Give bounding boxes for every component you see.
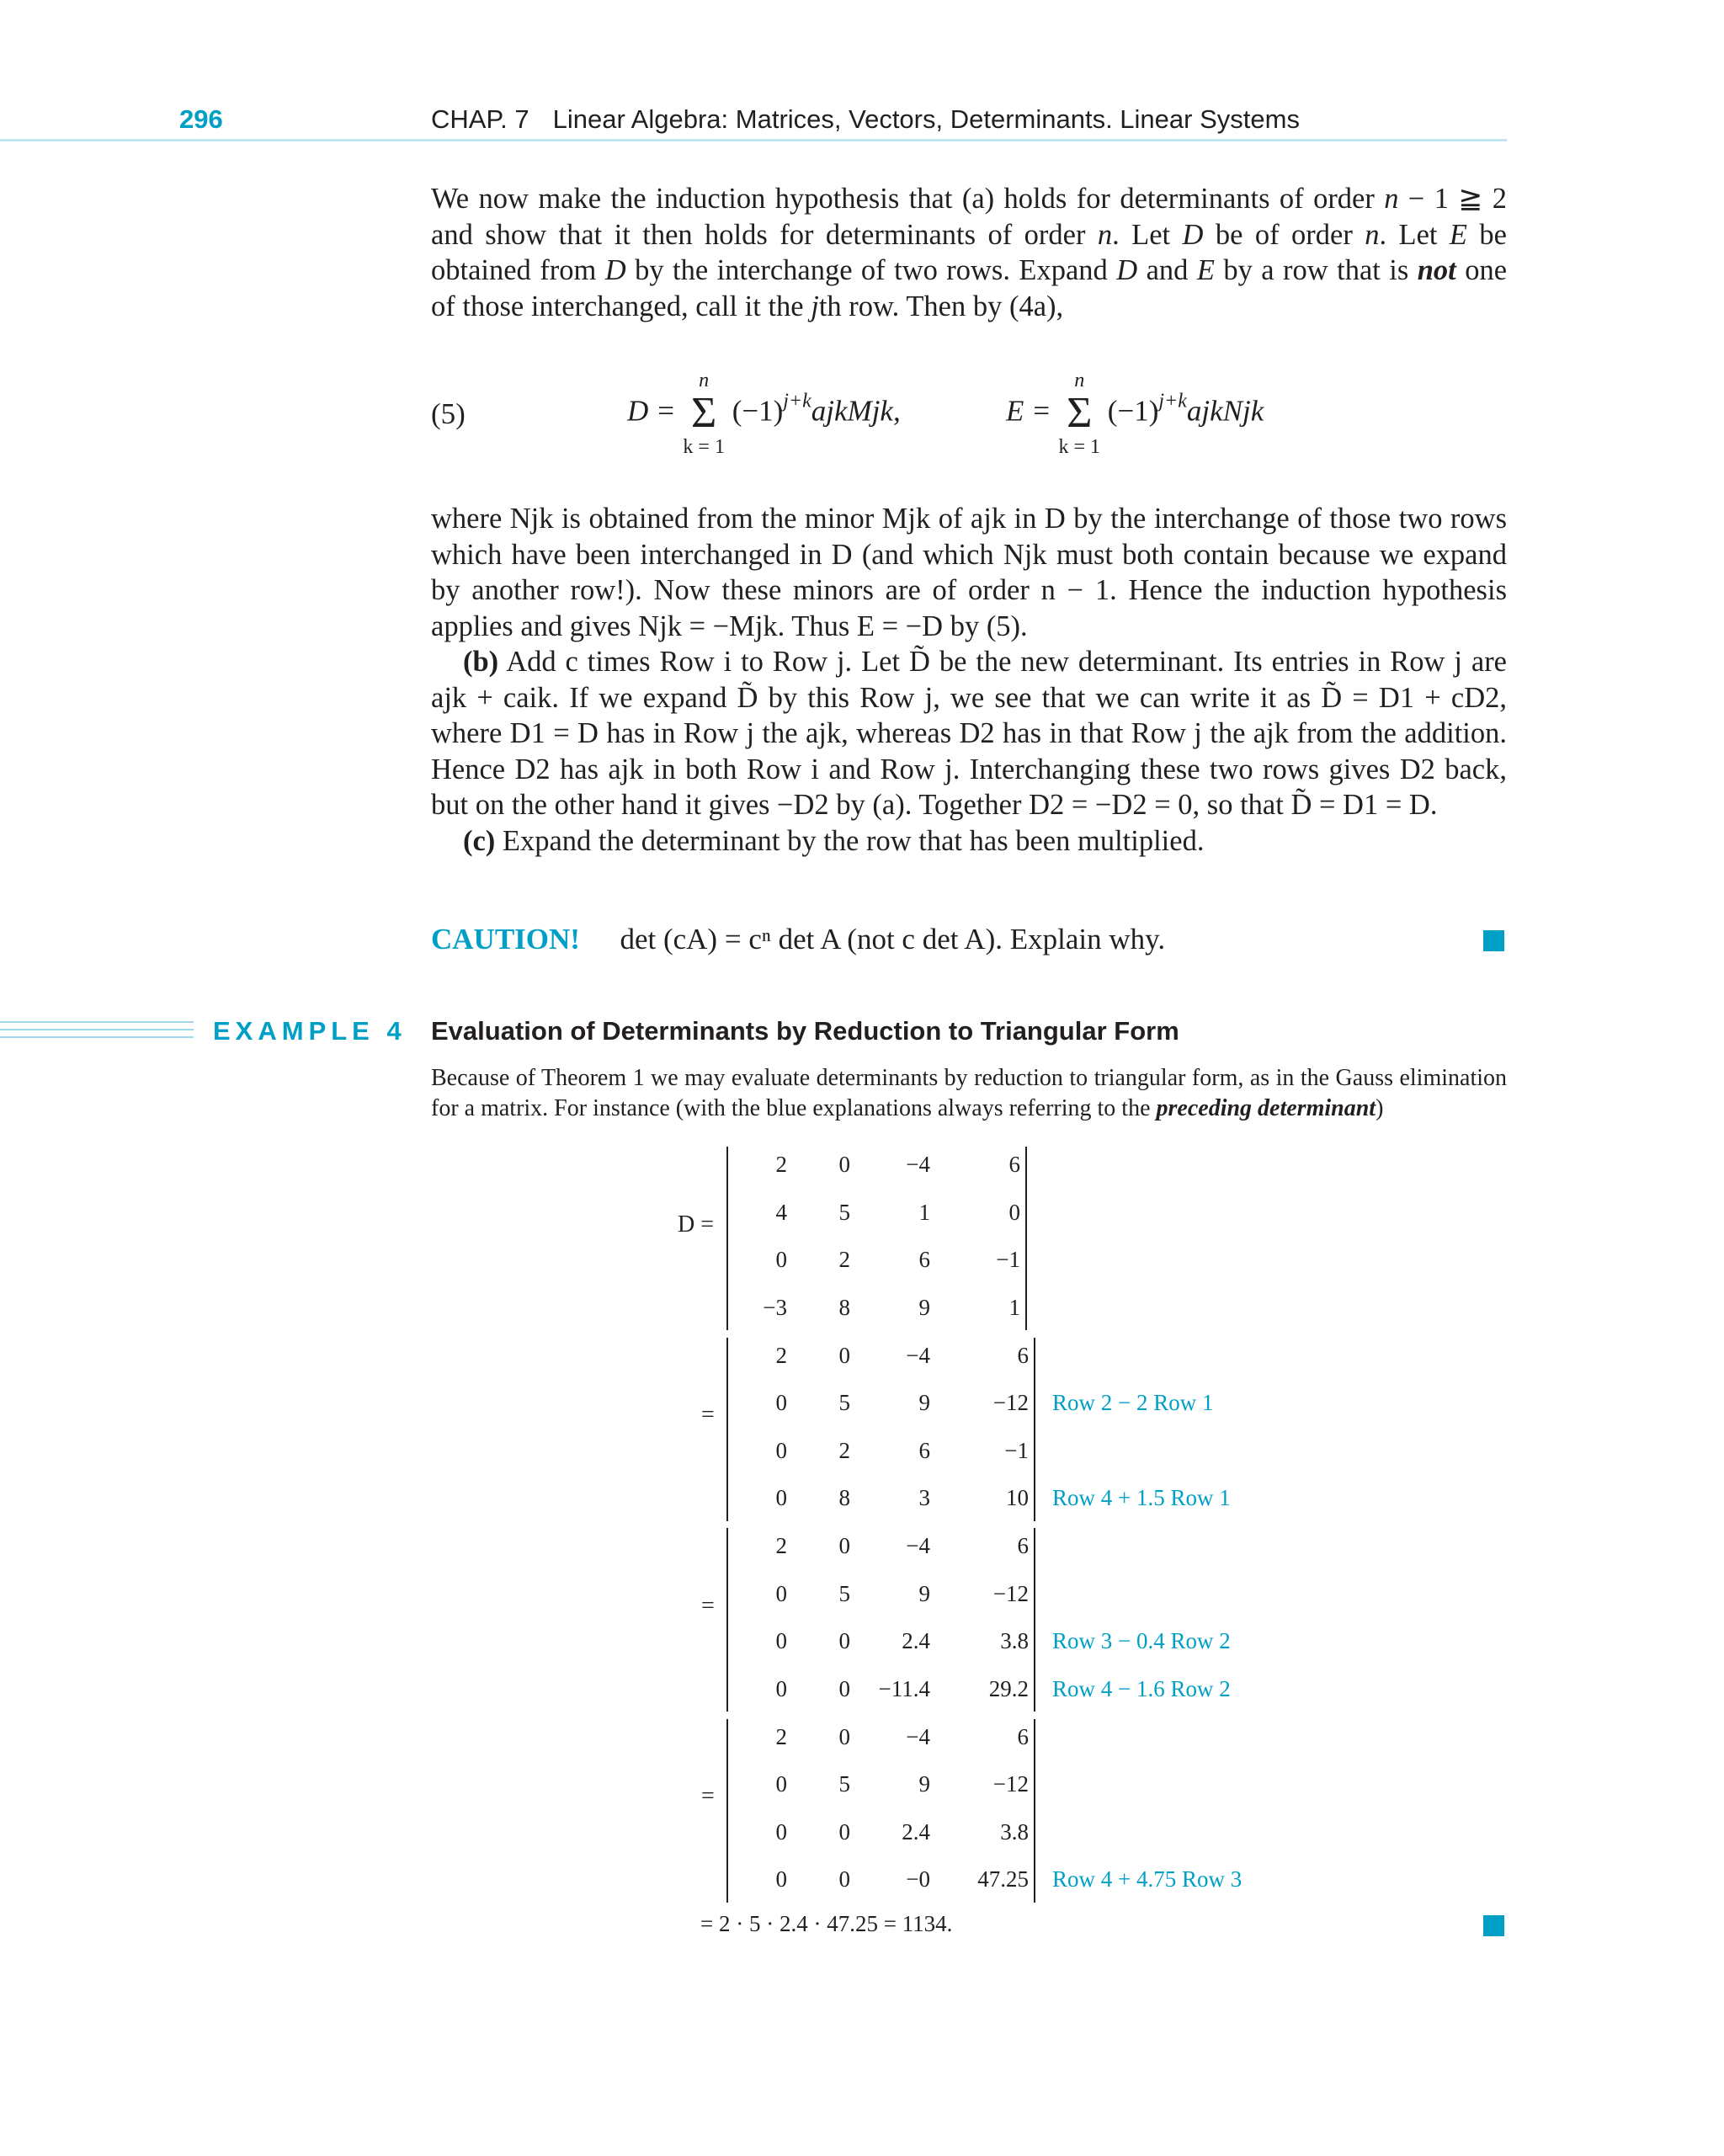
matrix-entry: 6 — [1008, 1152, 1020, 1177]
matrix-entry: 9 — [918, 1580, 930, 1606]
matrix-entry: 8 — [838, 1294, 850, 1320]
matrix-entry: 2 — [775, 1533, 787, 1558]
matrix-entry: 2.4 — [902, 1628, 930, 1653]
matrix-entry: 6 — [1017, 1342, 1029, 1368]
matrix-entry: 0 — [838, 1818, 850, 1845]
matrix-entry: 3.8 — [1000, 1818, 1029, 1845]
matrix-entry: 1 — [1008, 1294, 1020, 1320]
sum-operator: n Σ k = 1 — [1058, 370, 1101, 458]
page-number: 296 — [179, 104, 223, 134]
matrix-entry: 9 — [918, 1390, 930, 1415]
paragraph-b: (b) Add c times Row i to Row j. Let D̃ be the new determinant. Its entries in Row j are ajk + caik. If we expand D̃ by this Row j, we see that we can write it as D̃ = D1 + cD2, where D1 = D has in Row j the ajk, whereas D2 has in that Row j the ajk from the addition. Hence D2 has ajk in both Row i and Row j. Interchanging these two rows gives D2 back, but on the other hand it gives −D2 by (a). Together D2 = −D2 = 0, so that D̃ = D1 = D. — [431, 646, 1507, 821]
matrix-entry: 0 — [775, 1580, 787, 1606]
matrix-entry: 2 — [838, 1437, 850, 1463]
matrix-entry: 0 — [775, 1771, 787, 1797]
matrix-entry: −0 — [906, 1866, 930, 1892]
matrix-entry: −12 — [992, 1771, 1029, 1797]
matrix-entry: 0 — [775, 1437, 787, 1463]
matrix-entry: 0 — [838, 1342, 850, 1368]
header-rule — [0, 139, 1507, 141]
matrix-entry: 3.8 — [1000, 1628, 1029, 1653]
determinant-right-bar — [1034, 1528, 1035, 1711]
chapter-title: Linear Algebra: Matrices, Vectors, Determinants. Linear Systems — [552, 104, 1300, 134]
equals-sign: = — [701, 1783, 715, 1810]
paragraph-text: We now make the induction hypothesis that (a) holds for determinants of order n − 1 ≧ 2 and show that it then holds for determinants of order n. Let D be of order n. Let E be obtained from D by the interchange of two rows. Expand D and E by a row that is not one of those interchanged, call it the jth row. Then by (4a), — [431, 183, 1508, 322]
matrix-entry: 8 — [838, 1485, 850, 1510]
matrix-entry: 10 — [1006, 1485, 1029, 1510]
matrix-entry: 2 — [775, 1723, 787, 1749]
matrix-entry: 29.2 — [988, 1675, 1029, 1701]
matrix-entry: −3 — [763, 1294, 787, 1320]
row-operation-note: Row 4 + 1.5 Row 1 — [1052, 1485, 1231, 1510]
matrix-entry: 2 — [838, 1247, 850, 1272]
equation-left: D = n Σ k = 1 $(-1)^{j+k}ajkMjk$, — [627, 370, 901, 458]
example-intro: Because of Theorem 1 we may evaluate determinants by reduction to triangular form, as in the Gauss elimination for a matrix. For instance (with the blue explanations always referring to the preceding determinant) — [431, 1065, 1507, 1121]
example-rule — [0, 1029, 194, 1030]
matrix-entry: 9 — [918, 1771, 930, 1797]
matrix-entry: 0 — [775, 1818, 787, 1845]
matrix-entry: 0 — [775, 1675, 787, 1701]
end-of-proof-square — [1483, 930, 1504, 951]
matrix-entry: 0 — [838, 1628, 850, 1653]
matrix-entry: 5 — [838, 1390, 850, 1415]
matrix-entry: −12 — [992, 1580, 1029, 1606]
matrix-entry: −1 — [1004, 1437, 1029, 1463]
row-operation-note: Row 3 − 0.4 Row 2 — [1052, 1628, 1231, 1653]
matrix-entry: 0 — [838, 1675, 850, 1701]
row-operation-note: Row 4 − 1.6 Row 2 — [1052, 1675, 1231, 1701]
caution-label: CAUTION! — [431, 923, 580, 956]
determinant-right-bar — [1034, 1719, 1035, 1903]
matrix-entry: −4 — [906, 1152, 930, 1177]
running-head — [431, 104, 1300, 135]
matrix-entry: 5 — [838, 1771, 850, 1797]
equals-sign: = — [701, 1402, 715, 1429]
equals-sign: = — [701, 1592, 715, 1619]
row-operation-note: Row 2 − 2 Row 1 — [1052, 1390, 1214, 1415]
matrix-entry: 0 — [775, 1628, 787, 1653]
matrix-entry: −4 — [906, 1342, 930, 1368]
matrix-entry: 0 — [775, 1390, 787, 1415]
matrix-entry: 2 — [775, 1152, 787, 1177]
example-title: Evaluation of Determinants by Reduction to Triangular Form — [431, 1016, 1179, 1046]
matrix-entry: 6 — [918, 1437, 930, 1463]
matrix-entry: −4 — [906, 1533, 930, 1558]
sum-operator: n Σ k = 1 — [683, 370, 725, 458]
equation-number: (5) — [431, 397, 466, 430]
matrix-entry: 0 — [838, 1723, 850, 1749]
matrix-entry: −1 — [996, 1247, 1020, 1272]
caution-line — [431, 923, 1165, 956]
matrix-entry: 6 — [918, 1247, 930, 1272]
matrix-entry: 9 — [918, 1294, 930, 1320]
example-label: EXAMPLE 4 — [213, 1016, 407, 1046]
matrix-entry: 0 — [775, 1866, 787, 1892]
matrix-entry: −11.4 — [878, 1675, 930, 1701]
paragraph-where: where Njk is obtained from the minor Mjk of ajk in D by the interchange of those two rows which have been interchanged in D (and which Njk must both contain because we expand by another row!). Now these minors are of order n − 1. Hence the induction hypothesis applies and gives Njk = −Mjk. Thus E = −D by (5). — [431, 503, 1507, 642]
equation-right: E = n Σ k = 1 $(-1)^{j+k}ajkNjk$ — [1006, 370, 1264, 458]
final-result: = 2 · 5 · 2.4 · 47.25 = 1134. — [700, 1911, 953, 1936]
determinant-right-bar — [1025, 1147, 1027, 1330]
matrix-entry: 5 — [838, 1199, 850, 1225]
matrix-entry: 0 — [775, 1247, 787, 1272]
matrix-entry: 1 — [918, 1199, 930, 1225]
end-of-example-square — [1483, 1915, 1504, 1936]
determinant-label: D = — [678, 1211, 715, 1238]
matrix-entry: 0 — [838, 1533, 850, 1558]
determinant-right-bar — [1034, 1338, 1035, 1521]
example-rule — [0, 1036, 194, 1038]
paragraph-c: (c) Expand the determinant by the row that has been multiplied. — [463, 824, 1205, 857]
matrix-entry: 0 — [838, 1152, 850, 1177]
matrix-entry: 3 — [918, 1485, 930, 1510]
matrix-entry: 47.25 — [977, 1866, 1029, 1892]
matrix-entry: 4 — [775, 1199, 787, 1225]
matrix-entry: 5 — [838, 1580, 850, 1606]
matrix-entry: 0 — [1008, 1199, 1020, 1225]
matrix-entry: 2.4 — [902, 1818, 930, 1845]
matrix-entry: 6 — [1017, 1533, 1029, 1558]
caution-text: det (cA) = cⁿ det A (not c det A). Explain why. — [620, 923, 1166, 956]
paragraph-induction — [431, 181, 1507, 324]
matrix-entry: 2 — [775, 1342, 787, 1368]
chapter-label: CHAP. 7 — [431, 104, 529, 134]
paragraph-proof — [431, 501, 1507, 859]
example-rule — [0, 1021, 194, 1023]
row-operation-note: Row 4 + 4.75 Row 3 — [1052, 1866, 1242, 1892]
matrix-entry: 6 — [1017, 1723, 1029, 1749]
matrix-entry: 0 — [775, 1485, 787, 1510]
matrix-entry: −4 — [906, 1723, 930, 1749]
matrix-entry: 0 — [838, 1866, 850, 1892]
matrix-entry: −12 — [992, 1390, 1029, 1415]
